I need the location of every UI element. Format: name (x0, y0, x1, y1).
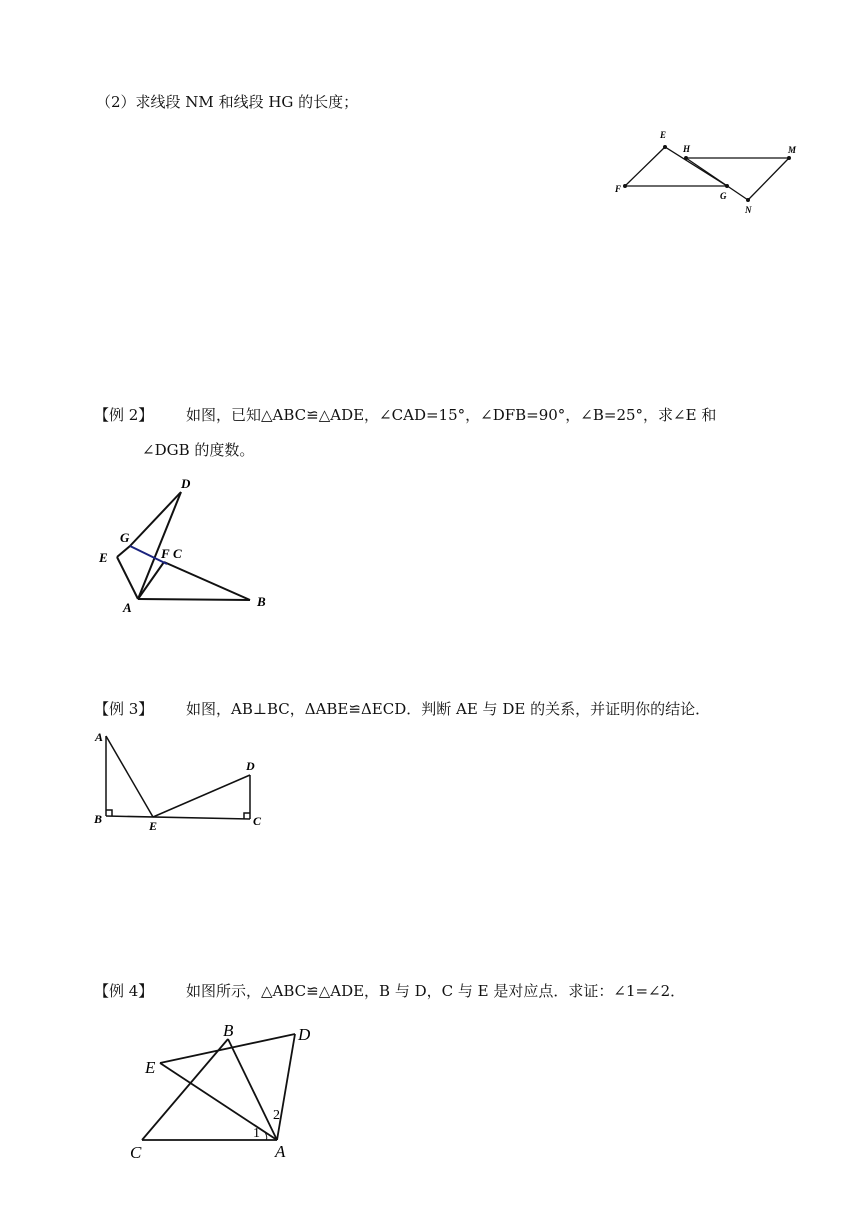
figure-example-2 (90, 470, 290, 620)
label-C: C (130, 1143, 142, 1162)
label-C: C (173, 546, 182, 561)
label-B: B (257, 594, 266, 609)
label-D: D (246, 759, 255, 773)
angle-label-1: 1 (253, 1126, 260, 1141)
label-E: E (145, 1058, 156, 1077)
example-4-tag: 【例 4】 (94, 982, 154, 1000)
example-2-text: 如图，已知△ABC≌△ADE，∠CAD=15°，∠DFB=90°，∠B=25°，求∠E 和 (186, 406, 717, 424)
example-3-line (94, 699, 710, 719)
label-D: D (298, 1025, 311, 1044)
label-E: E (99, 550, 108, 565)
example-4-text: 如图所示，△ABC≌△ADE，B 与 D，C 与 E 是对应点．求证：∠1=∠2． (186, 982, 686, 1000)
figure-example-4 (120, 1020, 330, 1170)
label-B: B (94, 812, 103, 826)
example-2-line-2: ∠DGB 的度数。 (142, 441, 255, 459)
label-F: F (161, 546, 170, 561)
label-C: C (253, 814, 262, 828)
figure-parallelogram (600, 120, 820, 230)
figure-example-3 (90, 725, 280, 835)
label-G: G (720, 191, 727, 201)
label-B: B (223, 1021, 234, 1040)
label-E: E (660, 130, 667, 140)
label-N: N (745, 205, 752, 215)
label-D: D (181, 476, 191, 491)
label-A: A (123, 600, 132, 615)
angle-label-2: 2 (273, 1108, 280, 1123)
label-E: E (149, 819, 158, 833)
label-A: A (275, 1142, 286, 1161)
example-2-line-1 (94, 405, 716, 425)
label-G: G (120, 530, 130, 545)
label-M: M (788, 145, 797, 155)
example-2-tag: 【例 2】 (94, 406, 154, 424)
label-A: A (95, 730, 104, 744)
label-H: H (683, 144, 691, 154)
label-F: F (615, 184, 622, 194)
question-2-text: （2）求线段 NM 和线段 HG 的长度； (96, 93, 359, 111)
example-3-tag: 【例 3】 (94, 700, 154, 718)
example-4-line (94, 981, 685, 1001)
example-3-text: 如图，AB⊥BC，ΔABE≌ΔECD．判断 AE 与 DE 的关系，并证明你的结论． (186, 700, 711, 718)
